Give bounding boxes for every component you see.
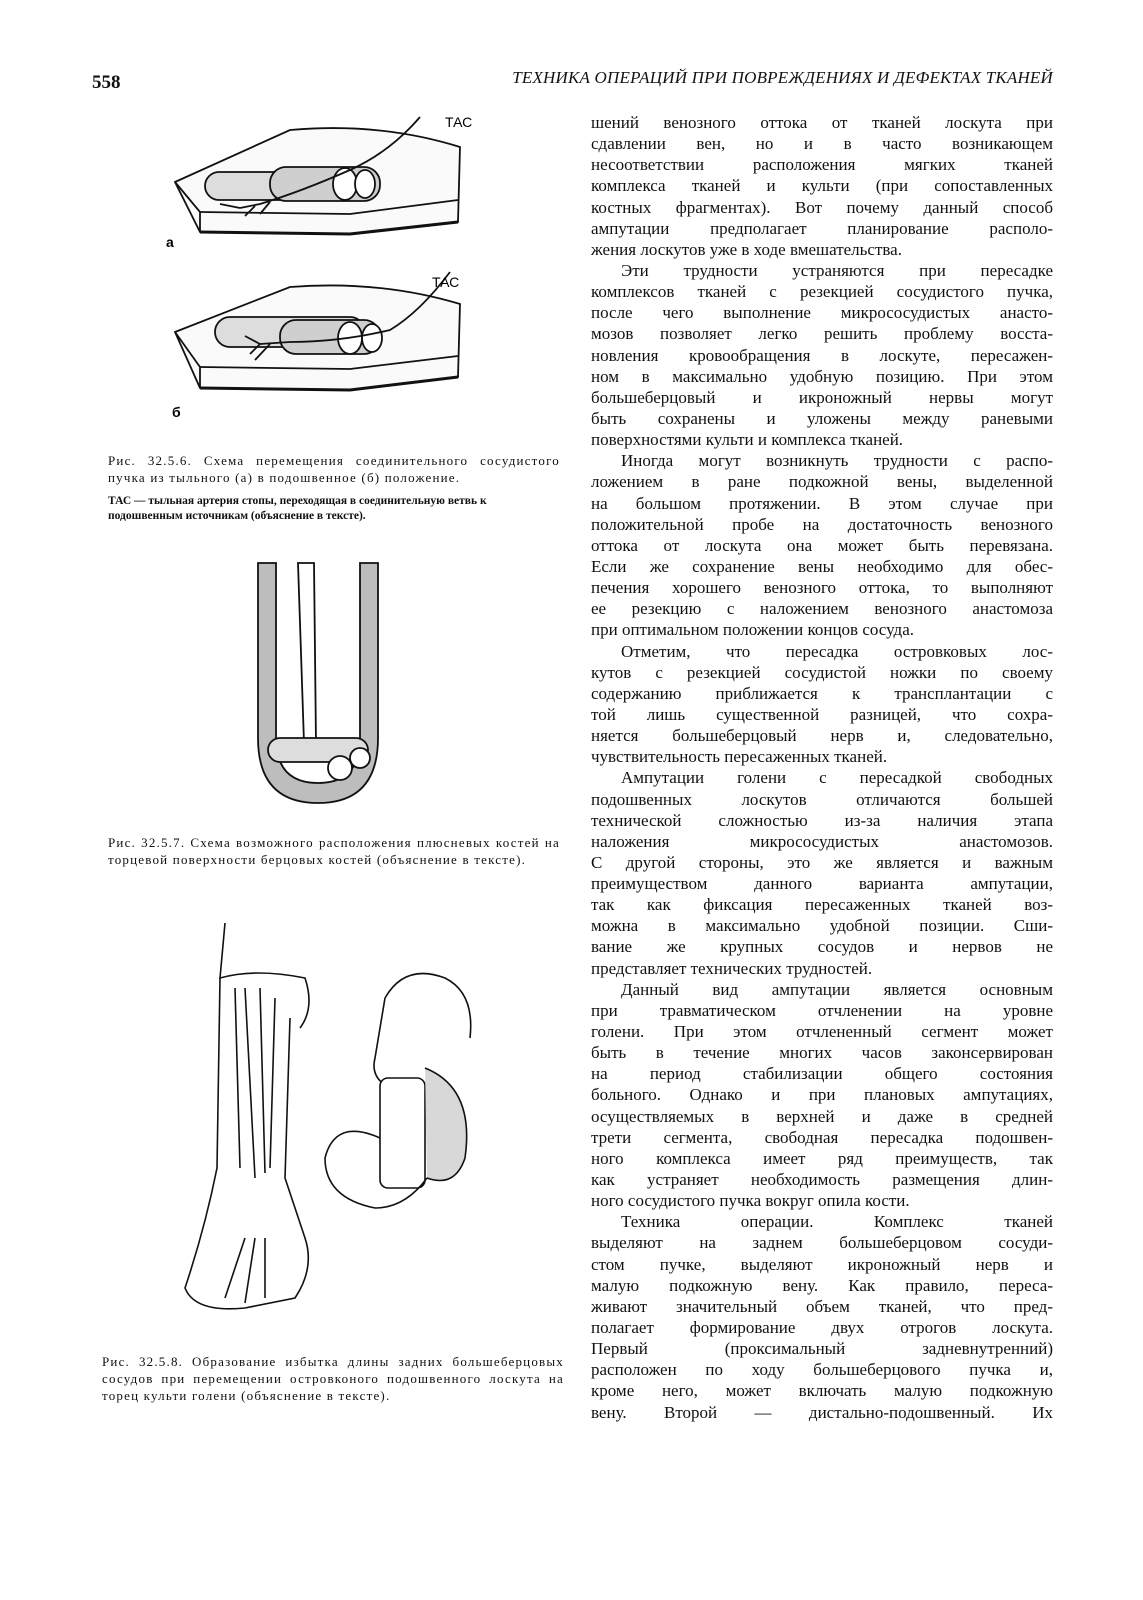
body-line: костных фрагментах). Вот почему данный способ [591,197,1053,217]
figure-label-a: а [166,234,174,250]
body-line: так как фиксация пересаженных тканей воз- [591,895,1053,915]
body-line: на большом протяжении. В этом случае при [591,493,1053,513]
body-line: ее резекцию с наложением венозного анастомоза [591,599,1053,619]
body-line: сдавлении вен, но и в часто возникающем [591,134,1053,154]
body-line: малую подкожную вену. Как правило, переса- [591,1275,1053,1295]
figure-32-5-7 [248,558,388,808]
body-line: технической сложностью из-за наличия этапа [591,810,1053,830]
figure-32-5-8 [165,918,495,1338]
body-line: Техника операции. Комплекс тканей [621,1212,1053,1232]
body-line: больного. Однако и при плановых ампутациях, [591,1085,1053,1105]
body-line: стом пучке, выделяют икроножный нерв и [591,1254,1053,1274]
body-line: большеберцовый и икроножный нервы могут [591,387,1053,407]
body-line: комплекса тканей и культи (при сопоставленных [591,176,1053,196]
caption-32-5-7: Рис. 32.5.7. Схема возможного расположения плюсневых костей на торцевой поверхности берцовых костей (объяснение в тексте). [108,835,560,867]
body-line: той лишь существенной разницей, что сохра- [591,704,1053,724]
body-line: комплексов тканей с резекцией сосудистого пучка, [591,282,1053,302]
body-line: расположен по ходу большеберцового пучка и, [591,1360,1053,1380]
body-line: кроме него, может включать малую подкожную [591,1381,1053,1401]
body-line: при травматическом отчленении на уровне [591,1000,1053,1020]
body-line: осуществляемых в верхней и даже в средней [591,1106,1053,1126]
body-line: представляет технических трудностей. [591,958,873,978]
body-line: трети сегмента, свободная пересадка подошвен- [591,1127,1053,1147]
body-line: Ампутации голени с пересадкой свободных [621,768,1053,788]
body-line: Отметим, что пересадка островковых лос- [621,641,1053,661]
figure-32-5-8-drawing [165,918,495,1338]
body-line: поверхностями культи и комплекса тканей. [591,430,904,450]
tas-label-a: ТАС [445,114,473,130]
body-line: Эти трудности устраняются при пересадке [621,260,1053,280]
body-line: печения хорошего венозного оттока, то выполняют [591,578,1053,598]
body-line: Первый (проксимальный задневнутренний) [591,1339,1053,1359]
body-line: выделяют на заднем большеберцовом сосуди- [591,1233,1053,1253]
body-line: Данный вид ампутации является основным [621,979,1053,999]
caption-32-5-6: Рис. 32.5.6. Схема перемещения соединительного сосудистого пучка из тыльного (а) в подошвенное (б) положение. [108,453,560,485]
tas-label-b: ТАС [432,274,460,290]
body-line: подошвенных лоскутов отличаются большей [591,789,1053,809]
body-line: вание же крупных сосудов и нервов не [591,937,1053,957]
body-line: ном в максимально удобную позицию. При этом [591,366,1053,386]
legend-32-5-6: ТАС — тыльная артерия стопы, переходящая в соединительную ветвь к подошвенным источникам (объяснение в тексте). [108,495,487,522]
body-line: жения лоскутов уже в ходе вмешательства. [591,239,902,259]
body-line: быть сохранены и уложены между раневыми [591,408,1053,428]
body-line: Иногда могут возникнуть трудности с распо- [621,451,1053,471]
body-text-column [591,112,1053,1423]
caption-32-5-8: Рис. 32.5.8. Образование избытка длины задних большеберцовых сосудов при перемещении островконого подошвенного лоскута на торец культи голени (объяснение в тексте). [102,1354,564,1403]
body-line: содержанию приближается к трансплантации с [591,683,1053,703]
body-line: несоответствии расположения мягких тканей [591,155,1053,175]
body-line: наложения микрососудистых анастомозов. [591,831,1053,851]
body-line: ампутации предполагает планирование располо- [591,218,1053,238]
body-line: на период стабилизации общего состояния [591,1064,1053,1084]
figure-32-5-7-drawing [248,558,388,808]
body-line: С другой стороны, это же является и важным [591,852,1053,872]
body-line: новления кровообращения в лоскуте, пересажен- [591,345,1053,365]
body-line: голени. При этом отчлененный сегмент может [591,1022,1053,1042]
body-line: после чего выполнение микрососудистых анасто- [591,303,1053,323]
figure-label-b: б [172,404,181,420]
body-line: оттока от лоскута она может быть перевязана. [591,535,1053,555]
page-number: 558 [92,72,121,93]
body-line: ного комплекса имеет ряд преимуществ, так [591,1148,1053,1168]
figure-32-5-6-drawing [160,112,490,427]
body-line: как устраняет необходимость размещения длин- [591,1170,1053,1190]
body-line: вену. Второй — дистально-подошвенный. Их [591,1402,1053,1422]
body-line: преимуществом данного варианта ампутации, [591,874,1053,894]
body-line: ложением в ране подкожной вены, выделенной [591,472,1053,492]
body-line: полагает формирование двух отрогов лоскута. [591,1318,1053,1338]
body-line: шений венозного оттока от тканей лоскута при [591,113,1053,132]
body-line: чувствительность пересаженных тканей. [591,747,888,767]
figure-32-5-6 [160,112,490,427]
body-line: при оптимальном положении концов сосуда. [591,620,914,640]
body-line: положительной пробе на достаточность венозного [591,514,1053,534]
body-line: няется большеберцовый нерв и, следовательно, [591,726,1053,746]
body-line: Если же сохранение вены необходимо для обес- [591,556,1053,576]
body-line: мозов позволяет легко решить проблему восста- [591,324,1053,344]
running-title: ТЕХНИКА ОПЕРАЦИЙ ПРИ ПОВРЕЖДЕНИЯХ И ДЕФЕКТАХ ТКАНЕЙ [512,68,1053,87]
body-line: можна в максимально удобной позиции. Сши- [591,916,1053,936]
body-line: кутов с резекцией сосудистой ножки по своему [591,662,1053,682]
body-line: быть в течение многих часов законсервирован [591,1043,1053,1063]
body-line: ного сосудистого пучка вокруг опила кости. [591,1191,910,1211]
body-line: живают значительный объем тканей, что пред- [591,1296,1053,1316]
